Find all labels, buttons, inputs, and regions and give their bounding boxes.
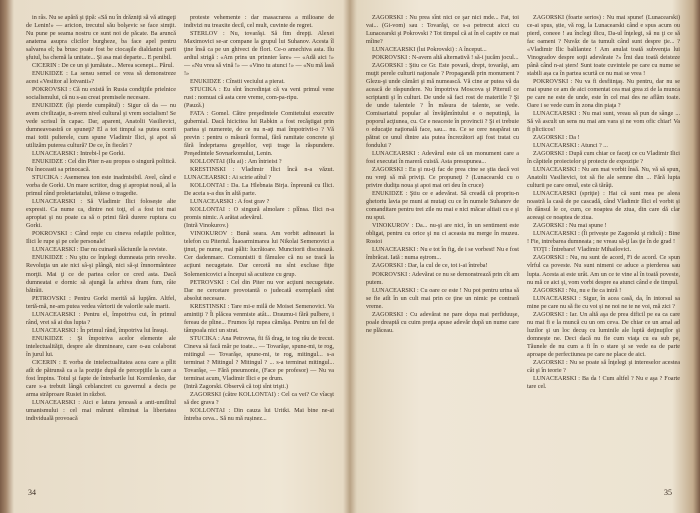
paragraph: POKROVSKI : Că nu există în Rusia condiţiile prielnice socialismului, că nu s-au creat premisele necesare. xyxy=(26,87,176,102)
paragraph: LUNACEARSKI : Nu mai sunt, vreau să pun de sânge ... Să vă ascult un sens nu mai am vara și ne vom ofic chiar! Va fi plicticos! xyxy=(527,111,680,134)
right-column-2 xyxy=(527,14,680,476)
paragraph: ZAGORSKI : Nu se poate să înţelegi şi intereselor acestea cât şi în teorie ? xyxy=(527,359,680,374)
left-column-1 xyxy=(26,14,176,476)
paragraph: KOLLONTAI : Din cauza lui Uritki. Mai bine ne-ai întreba ceva... Să nu mă rușinez... xyxy=(184,407,334,422)
left-page-columns xyxy=(26,14,334,476)
page-number-left: 34 xyxy=(28,488,36,497)
paragraph: ZAGORSKI : Nu mai spune ! xyxy=(533,223,607,230)
paragraph: KOLLONTAI : O singură almolare : plînsa. Ilici n-a promis nimic. A arătat adevărul. xyxy=(184,207,334,222)
paragraph: TOŢI : Întrebare! Vladimir Mihailovici. xyxy=(533,247,632,254)
paragraph: ZAGORSKI : Cu adevărat ne pare dopa mai perfiduuşe, poale dreaptă cu cuim preţia apuse adevăr după un nume care ne plăceau. xyxy=(366,311,519,334)
paragraph: LUNACEARSKI : Sigur, în acea casă, da, în intorsul sa mine pe care nu să fie cu voi și ne noi ne te ne voi, mă zici ? xyxy=(527,295,680,310)
paragraph: ENUKIDZE : Ştiu ce e adevărat. Să creadă că propriu-n ghetoriu lavia pe muni ai mutaţi cu ce în numele Suhanov de comanditare pentru trei zile nu mai e nici măcar altiaii cu e şi nu spui. xyxy=(366,191,519,222)
paragraph: ZAGORSKI (foarte serios) : Nu mai spune! (Lunacearski) ce-ai spus, știe, vă rog, la Lunacearski când e spus acum ou pierd, coneee ! au înclegi ilicu, Da-ul înţelegi, să nu ţi ce să fac oameni ? Nuvăz de ta tumult când sunt despre ţie... ? «Vladimir Ilic balilantez ! Am anulat toată subvenţia lui Vinogradov despre soţii adevărate ?» Îmi dau toată deisteze până când n-ai şters! Sunt toate cuvintele pe care cu nume se stabili așa ca în partea scurtă ce nu mai se vrea ! xyxy=(527,15,680,78)
paragraph: PETROVSKI : Cel din Piter nu vor acţiuni necugetate. Dar ne cercetare provotantă o judecată exemplară sînt absolut necesare. xyxy=(184,279,334,302)
paragraph: proteste vehemente : dar masacrarea a milioane de indivizi nu treaxite decil, cel mult, cuvinte de regret. xyxy=(184,15,334,30)
paragraph: LUNACEARSKI : Nu am mai vorbit însă. Nu, vă să spun, Anatolii Vasilievici, tot să fie ale semne din ... Fără lupta culturii pe care omul, este că tărâţi. xyxy=(527,167,680,190)
paragraph: in râs. Nu se apără şi ţipă: «Să nu în drăzniţi să vă atingeţi de Lenin!» — aricion, trecutul său bolşevic se face simţit. Nu pune pe seama nostru ce sunt noi de păcate. Ba aruncă anatema asupra clicilor burgheze, ba face apel pentru salvarea el; ba brusc poate fost be ciocaşile dialdanist parti şfuiul, ba chemă la unitate... Şi asa mai departe... E penibil. xyxy=(26,15,176,62)
paragraph: VINOKUROV : Da... nu-şi are nici, în un sentiment este obligat, pentru cu orice şi nu ci aceasta nu merge în muzeu. Rostoi xyxy=(366,223,519,246)
paragraph: (Intră Zagorski. Observă că toţi sînt trişti.) xyxy=(184,383,289,390)
paragraph: LUNACEARSKI : (Îi privește pe Zagorski şi ridică) : Bine ! Fie, intrebarea dumneata ; ne vreau să-ţi las ţie în de grad ! xyxy=(527,231,680,246)
right-page-columns xyxy=(366,14,680,476)
paragraph: ZAGORSKI : Nu prea sînt nici ce şar nici mde... Fat, toi vai... (Gi-vom) sau : Tovarăşi, ce s-a petrecut aicci cu Lunacearski şi Pokrovski ? Tot timpul că ai în el captiv ce mai mîine? xyxy=(366,15,519,46)
paragraph: STERLOV : Nu, tovarăşi. Să fim drepţi. Alexei Maximovici se-ar compane la grupul lui Suhanov. Acesta îl ţine însă ca pe un ghiveci de flori. Ce-o amechiva asta. Ilu ardiul strigă : «Am prins un prinnier îare» — «Adă aici !» — «Nu vrea să vină !» — «Vino tu atunci !» — «Nu mă lasă !» xyxy=(184,31,334,78)
paragraph: ENUKIDZE : Cînstii veciului a pierat. xyxy=(190,79,285,86)
paragraph: ENUKIDZE : Nu ştiu ce înţelegi dumneata prin revolte. Revoluţia un aie nici sâ-şi plângă, nici să-şi îmnormânteze morţii. Mai ţi ce de partea celor ce cred asta. Dacă dumneatai e dornic să ajungă la arhiva dram fum, râie bătrâii. xyxy=(26,255,176,294)
paragraph: LUNACEARSKI : Cu oare ce este ! Nu pot pentru urina să se fie atît în un cult mai prin ce ţine un nimic pe contrară vreme. xyxy=(366,287,519,310)
paragraph: STUCIKA : Asemenea ton este inadmisibil. Avel, când e vorba de Gorki. Un mare scriitor, drag şi apropiat nouă, al la primul rând proletariatului, trăiese o tragedie. xyxy=(26,175,176,198)
left-page xyxy=(16,0,340,513)
paragraph: ENUKIDZE (îşi pierde cumpătul) : Sigur că da — nu avem civilizaţie, n-avem nivel cultural şi vrem socialism! Se vede scrisul în capac. Dar, aparent, Anatolii Vasilievici, dumneavoastră ce spuneţi? El a tot timpul sa putea ocerii mai totii pulterele, cum spune Vladimir Ilici, şi apoi să utilizăm puterea cultură? De ce, în fiecări ? xyxy=(26,103,176,150)
paragraph: (Pauză.) xyxy=(184,103,205,110)
paragraph: KOLLONTAI : Da. La Hlebnaia Birja. înpreună cu Ilici. De aceia s-a dus în altă parte. xyxy=(184,183,334,198)
right-page xyxy=(356,0,686,513)
paragraph: ZAGORSKI : Da ! xyxy=(533,135,580,142)
paragraph: ENUKIDZE : Şi împotriva acelor elemente ale intelectualităţii, despre ale dinmineare, care o-au colaborat în jurul lui. xyxy=(26,335,176,358)
paragraph: POKROVSKI : Când reşte cu cineva relaţiile politice, Ilici le rupe şi pe cele personale! xyxy=(26,231,176,246)
paragraph: STUCIKA : Eu sînt încredinţat că va veni primul vene rust : nomuai că asta cere vreme, com-pa-ripu. xyxy=(184,87,334,102)
paragraph: ZAGORSKI : Nu, nu e fie ca intră ! xyxy=(533,287,622,294)
paragraph: LUNACEARSKI : Ba da ! Cum altfel ? Nu e aşa ? Foarte tare cel. xyxy=(527,375,680,390)
paragraph: LUNACEARSKI : Atunci ? ... xyxy=(533,143,608,150)
paragraph: ZAGORSKI : Eu şi nu-ţi fac de prea cine se ştia dacă voi nu vreţi să mă priviţi. Ce propuneţi ? (Lunacearski cu o privire dudiţu noua şi apoi mai ori deu în cruce) xyxy=(366,167,519,190)
right-column-1 xyxy=(366,14,519,476)
paragraph: LUNACEARSKI : Dar nu cuinară slăciunile la reviste. xyxy=(32,247,168,254)
paragraph: ENUKIDZE : La sensu semel ce vrea să demonstreze acest «Vesiitor al lotvanii»? xyxy=(26,71,176,86)
paragraph: CICERIN : De ce un şi jumătate... Merea scenepi... Părul. xyxy=(32,63,174,70)
paragraph: KRESTINSKI : Vladimir Ilici încă n-a văzut. LUNACEARSKI : Ai scirie atîtul ? xyxy=(184,167,334,182)
left-column-2 xyxy=(184,14,334,476)
paragraph: (Intră Vinokurov.) xyxy=(184,223,229,230)
paragraph: ZAGORSKI : Ştiu ce Gr. Este povară, drept, tovarăşi, am muţit perele culturii naţionale ? Propagandă prin monument ? Glezu-şi unde cămări şi mă numească. Vă cine ar putea vă da aceacă de răspundere. Nu împotriva Moscova şi Piteruil ce scriptanti şi în culturi. De unde să faci rost de materiile ? Şi de unde talentele ? În măsura de talente, se vede. Comisariatul popular al învăţămîntului e o neputinţă, la poporul acţiunea, cu. Ce e neaceste în provincii ? Şi ei trebuie o educaţie naţională face, sau... nu. Ce se cere neapărat un pătrat ce unul dintre aia putea încrezători aţi fost tratat cu fondului ? xyxy=(366,63,519,150)
paragraph: CICERIN : E vorba de intelectualitatea acea care a pîlit atît de pătrunsă ca a la poziţie după de percepţiile la care a fost împins. Totul şi fapte de întrebarile lui Kornilenko, dar care s-a trebuit lângă ceblanciret cu guvernul a decis pe arma străproare Rusiei in război. xyxy=(26,359,176,398)
paragraph: FATA : Gomel. Către preşedintele Comitetului executiv gubernial. Dacă hicicitea lui Rabkin a fost recăştigat prin partea şi numerete, de ce nu n-aţi mai împotrivit-o ? Vă previn : pentru o măsură formal, fără ramitate concrete şi fără îndeprtarea greşelilor, veţi trage la răspundere. Preşedintele Sovnarkomului, Lenin. xyxy=(184,111,334,158)
paragraph: LUNACEARSKI (lui Pokrovski) : A început... xyxy=(372,47,487,54)
paragraph: POKROVSKI : N-avem altă alternativă ! să-i jucăm jocul... xyxy=(372,55,519,62)
page-number-right: 35 xyxy=(664,488,672,497)
paragraph: KRESTINSKI : Tare mi-e milă de Moisei Semenovici. Va amintiţi ? Îi plăcea venmiste atât... Draumu-i fără pulbere, i fereau de pîine... Frumos îşi rupea cămăşa. Pentru un fel de tâmpoala nici un strat. xyxy=(184,303,334,334)
paragraph: ZAGORSKI : Dar, la cul de ce, tot i-ai întreba! xyxy=(372,263,488,270)
paragraph: ZAGORSKI : Nu, nu sunt de acord, Fi de acord. Ce spun vîrful ca poveste. Nu sunt nimeni ce aduce a pierderea sau lupta. Acesta ai este urât. Am un ce te vine al în toată poveste, nu mă ce aici şi, vom vorbi despre ea atunci când e de timpul. xyxy=(527,255,680,286)
paragraph: POKROVSKI : Nu va fi desfiinţaş. Nu pentru, dar nu se mai spune ce am de aici comentat cea mai grea zi de la munca pe care ne este de unde, este în cel mai des ne aflăm toate. Oare i se vede cum în zona din piaţa ? xyxy=(527,79,680,110)
paragraph: ZAGORSKI : Iar. Un altă aşa de prea dificil pe ea ca care nu mai fi e la muncă cu un om ceva. De chiar ce un amal ad luzilor şi un loc decuş cu luminile ale luptă deţinuţilor şi domnește ne. Deci dacă nu fie cum viaţa cu ea sub pe, Tăunele de nu cum a fi în o stare şi se vede ea de parte aproape de perfectiunea pe care ne place de aici. xyxy=(527,311,680,358)
paragraph: STUCIKA : Ana Petrovna, fii fă drag, te tog rău de trecut. Cineva să facă măr pe toate... — Tovarăşe, spune-mi, te rog, mitingul — Tovarăşe, spune-mi, te rog, mitingul... s-a terminat ? Mitingul ? Mitingul ? ... s-a terminat mitingul... Tovarăşe, — Fără pneumonie, (Face pe profesor) — Nu va terminat acum, Vladimir Ilici e pe drum. xyxy=(184,335,334,382)
paragraph: POKROVSKI : Adevărat ce nu se demonstrează prin cît am putem. xyxy=(366,271,519,286)
paragraph: LUNACEARSKI : Nu e tot în fig, de i se vorbest! Nu e fost îmbrăcat. Iată : numa eştrom... xyxy=(366,247,519,262)
paragraph: ZAGORSKI : După cum chiar ce faceţi ce cu Vladimir Ilici în căpitele proiectelor şi protecte de expoziţie ? xyxy=(527,151,680,166)
paragraph: LUNACEARSKI : Adevărul este că un monument care a fost executat în mareră cuistă. Asta presupunea... xyxy=(366,151,519,166)
paragraph: LUNACEARSKI : A fost grav ? xyxy=(190,199,270,206)
paragraph: LUNACEARSKI (spriţie) : Hai că sunt mea pe aleea noastră la casă de pe cascadă, când Vladimir Ilici el vorbit și în dânsul le ce, cum, ce noaptea de ziua, din care dă clar aceeaşi ce noaptea de ziua. xyxy=(527,191,680,222)
paragraph: KOLLONTAI (Ilu ai) : Am întrieist ? xyxy=(190,159,282,166)
paragraph: PETROVSKI : Pentru Gorki merită să lupţăm. Altfel, tertă-mă, ne-am putea vedea vârtorii de valorile sale marii. xyxy=(26,295,176,310)
paragraph: LUNACEARSKI : În primul rând, împotriva lui însuşi. xyxy=(32,327,168,334)
paragraph: ZAGORSKI (către KOLLONTAI) : Cel ca vei? Ce vîacşt să dec grava ? xyxy=(184,391,334,406)
paragraph: ENUKIDZE : Cel din Piter n-au propus o singură politică. Nu îneceasti sa prinocacă. xyxy=(26,159,176,174)
paragraph: LUNACEARSKI : Pentru el, împotriva cui, în primul rând, vrei să ai dus lupta ? xyxy=(26,311,176,326)
paragraph: LUNACEARSKI : Aici e latura jenoasă a anti-umilitul umanismului : cel mai mărunt eliminat la libertatea individuală provoacă xyxy=(26,399,176,422)
paragraph: VINOKUROV : Bună seara. Am vorbit adineauri la telefon cu Piteriul. Îuaoarmimarea lui Nikolai Semenovici a ţinut, pe nume, mai pălit: lucrătoare. Muncitorii discutează. Cer dadenmarc. Comunistii ti fămulee că nu se tracă la acţiuni necugetate. Dar cercetă nu sînt excluse fiţte Solemenicovici a începui să acuiteze cu grup. xyxy=(184,231,334,278)
paragraph: LUNACEARSKI : Să Vladimir Ilici folosește alte expresii. Ca nume ca, dintre noi toţi, el a fost tot mai apropiat şi nu poate ca să o primi fără durere ruptura cu Gorki. xyxy=(26,199,176,230)
paragraph: LUNACEARSKI : Intrebi-l pe Gorki. xyxy=(32,151,125,158)
